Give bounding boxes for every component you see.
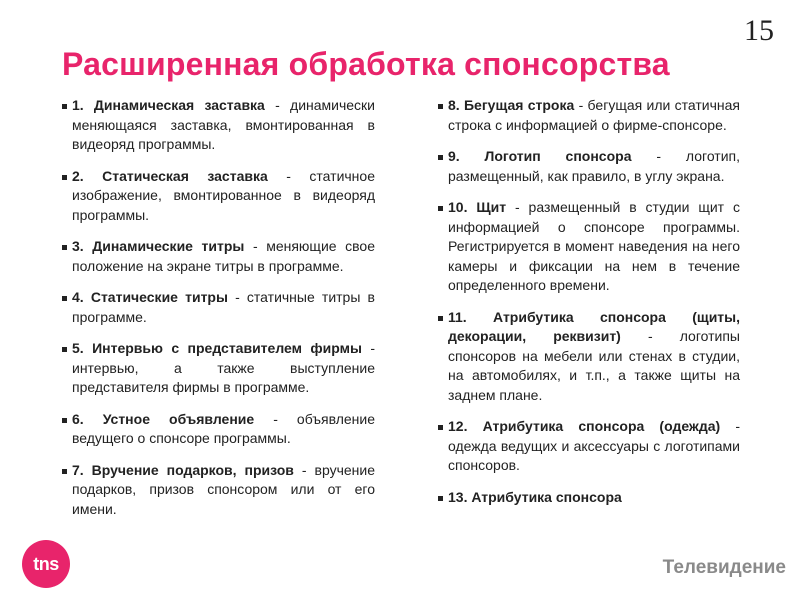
item-lead: 5. Интервью с представителем фирмы [72, 340, 362, 356]
page-title: Расширенная обработка спонсорства [62, 46, 670, 82]
item-lead: 6. Устное объявление [72, 410, 255, 427]
list-item [436, 488, 740, 508]
item-lead: 2. Статическая заставка [72, 167, 268, 184]
item-text: - динамически меняющаяся заставка, вмонтированная в видеоряд программы. [72, 97, 375, 152]
item-lead: 4. Статические титры [72, 289, 228, 305]
item-lead: 12. Атрибутика спонсора (одежда) [448, 418, 721, 434]
item-text: - бегущая или статичная строка с информацией о фирме-спонсоре. [448, 97, 741, 133]
page-number: 15 [744, 14, 774, 47]
item-lead: 13. Атрибутика спонсора [448, 488, 622, 505]
item-lead: 10. Щит [448, 199, 507, 215]
list-item [60, 410, 375, 449]
list-item [60, 461, 375, 520]
left-column [60, 96, 375, 531]
item-text: - статичные титры в программе. [72, 289, 375, 325]
list-item [436, 308, 740, 406]
list-item [436, 417, 740, 476]
item-text: - объявление ведущего о спонсоре программы. [72, 410, 375, 446]
list-item [436, 96, 740, 135]
list-item [60, 96, 375, 155]
tns-logo: tns [22, 540, 70, 588]
item-text: - одежда ведущих и аксессуары с логотипами спонсоров. [448, 418, 741, 473]
item-text: - меняющие свое положение на экране титры в программе. [72, 238, 375, 274]
footer-label: Телевидение [662, 557, 786, 578]
item-lead: 8. Бегущая строка [448, 97, 575, 113]
list-item [60, 288, 375, 327]
item-text: - размещенный в студии щит с информацией о спонсоре программы. Регистрируется в момент наведения на него камеры и фиксации на нем в течение определенного времени. [448, 199, 740, 293]
item-text: - логотип, размещенный, как правило, в углу экрана. [448, 148, 740, 184]
list-item [436, 147, 740, 186]
item-text: - статичное изображение, вмонтированное в видеоряд программы. [72, 167, 375, 223]
list-item [60, 167, 375, 226]
item-text: - логотипы спонсоров на мебели или стенах в студии, на автомобилях, и т.п., а также щиты на заднем плане. [448, 328, 740, 403]
list-item [60, 339, 375, 398]
item-lead: 1. Динамическая заставка [72, 97, 265, 113]
right-column [436, 96, 740, 519]
item-lead: 9. Логотип спонсора [448, 148, 632, 164]
item-text: - вручение подарков, призов спонсором или от его имени. [72, 461, 375, 517]
item-lead: 3. Динамические титры [72, 238, 245, 254]
item-text: - интервью, а также выступление представителя фирмы в программе. [72, 340, 375, 395]
list-item [436, 198, 740, 296]
item-lead: 7. Вручение подарков, призов [72, 461, 294, 478]
list-item [60, 237, 375, 276]
item-lead: 11. Атрибутика спонсора (щиты, декорации, реквизит) [448, 308, 740, 344]
